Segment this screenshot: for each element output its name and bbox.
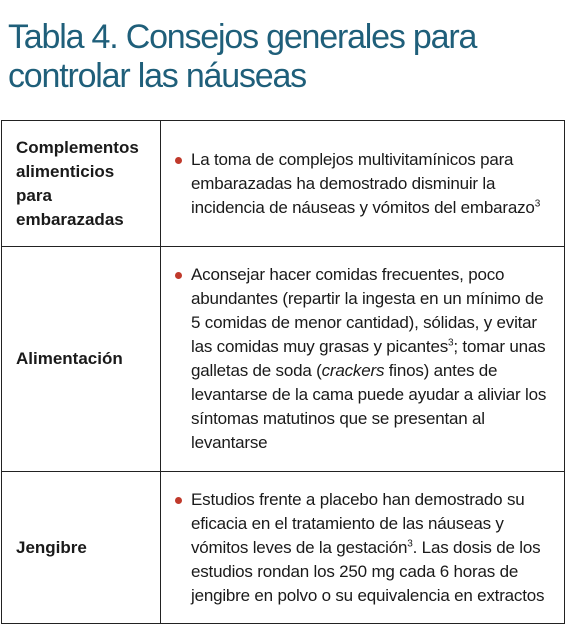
table-title: Tabla 4. Consejos generales para controlar las náuseas (8, 18, 477, 95)
list-item (175, 263, 554, 455)
row-content (161, 247, 565, 472)
advice-table (1, 120, 565, 624)
row-text (191, 488, 554, 608)
italic-term: crackers (321, 361, 385, 380)
table-row-food (2, 247, 565, 472)
list-item (175, 488, 554, 608)
reference-superscript: 3 (448, 337, 454, 349)
reference-superscript: 3 (534, 197, 541, 209)
text-segment: Aconsejar hacer comidas frecuentes, poco abundantes (repartir la ingesta en un mínimo de 5 comidas de menor cantidad), sólidas, y evitar las comidas muy grasas y picantes (191, 265, 544, 356)
row-content (161, 472, 565, 624)
row-label: Complementos alimenticios para embarazadas (2, 121, 161, 247)
table-row-ginger (2, 472, 565, 624)
text-segment: finos) antes de levantarse de la cama puede ayudar a aliviar los síntomas matutinos que se presentan al levantarse (191, 361, 547, 452)
bullet-icon (175, 272, 182, 279)
row-text (191, 263, 554, 455)
bullet-icon (175, 497, 182, 504)
bullet-icon (175, 157, 182, 164)
row-text (191, 148, 554, 220)
list-item (175, 148, 554, 220)
text-segment: La toma de complejos multivitamínicos para embarazadas ha demostrado disminuir la incidencia de náuseas y vómitos del embarazo (191, 149, 535, 217)
text-segment: Estudios frente a placebo han demostrado su eficacia en el tratamiento de las náuseas y vómitos leves de la gestación (191, 489, 525, 557)
text-segment: ; tomar unas galletas de soda ( (191, 337, 546, 380)
row-content (161, 121, 565, 247)
table-row-supplements (2, 121, 565, 247)
reference-superscript: 3 (407, 537, 413, 549)
text-segment: . Las dosis de los estudios rondan los 250 mg cada 6 horas de jengibre en polvo o su equivalencia en extractos (191, 537, 545, 605)
row-label: Alimentación (2, 247, 161, 472)
row-label: Jengibre (2, 472, 161, 624)
